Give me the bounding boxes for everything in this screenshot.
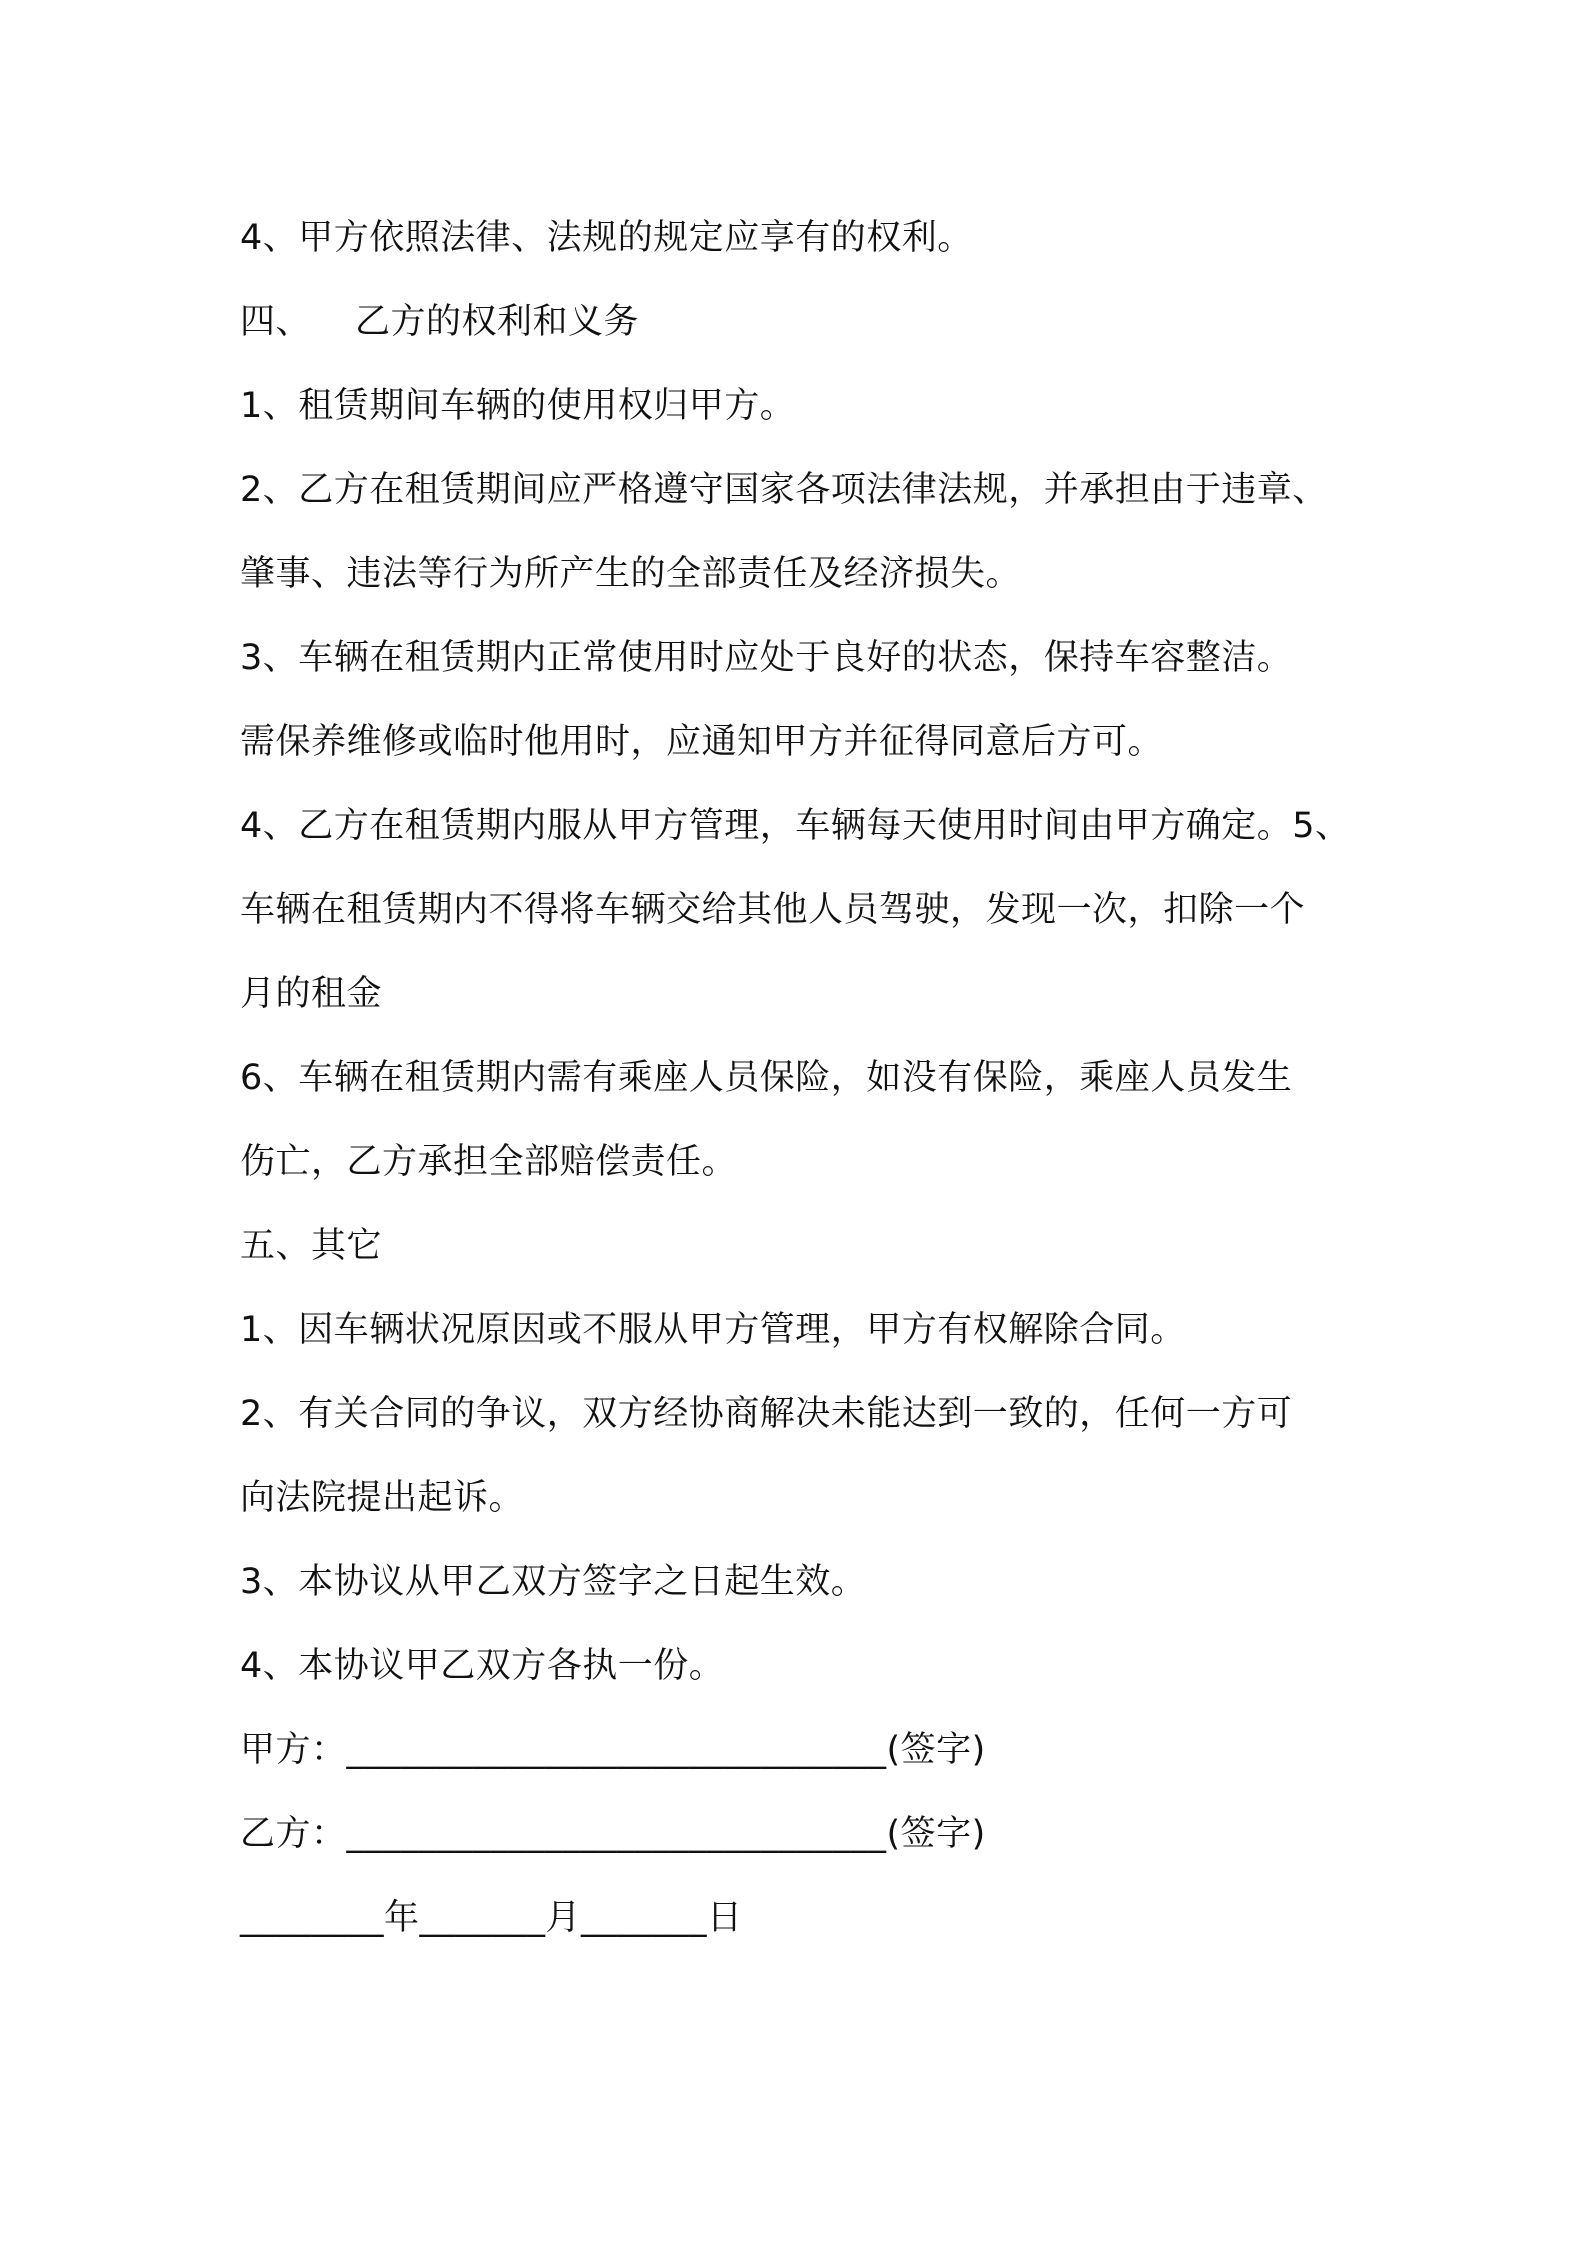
section-heading-other: 五、其它 (240, 1226, 383, 1266)
clause-party-b-2-line-2: 肇事、违法等行为所产生的全部责任及经济损失。 (240, 554, 1022, 594)
section-title: 乙方的权利和义务 (355, 302, 640, 342)
clause-party-b-5-line-1: 车辆在租赁期内不得将车辆交给其他人员驾驶，发现一次，扣除一个 (240, 890, 1306, 930)
clause-other-2-line-2: 向法院提出起诉。 (240, 1478, 525, 1518)
clause-other-3: 3、本协议从甲乙双方签字之日起生效。 (240, 1562, 867, 1602)
clause-other-1: 1、因车辆状况原因或不服从甲方管理，甲方有权解除合同。 (240, 1310, 1186, 1350)
contract-body (240, 196, 1390, 1960)
clause-party-b-3-line-2: 需保养维修或临时他用时，应通知甲方并征得同意后方可。 (240, 722, 1164, 762)
clause-other-4: 4、本协议甲乙双方各执一份。 (240, 1646, 725, 1686)
signature-party-a: 甲方：______________________________(签字) (240, 1730, 986, 1770)
clause-party-b-1: 1、租赁期间车辆的使用权归甲方。 (240, 386, 796, 426)
section-number: 四、 (240, 302, 312, 342)
clause-other-2-line-1: 2、有关合同的争议，双方经协商解决未能达到一致的，任何一方可 (240, 1394, 1293, 1434)
clause-party-b-6-line-2: 伤亡，乙方承担全部赔偿责任。 (240, 1142, 738, 1182)
signature-party-b: 乙方：______________________________(签字) (240, 1814, 986, 1854)
signature-date: ________年_______月_______日 (240, 1898, 743, 1938)
clause-party-b-6-line-1: 6、车辆在租赁期内需有乘座人员保险，如没有保险，乘座人员发生 (240, 1058, 1293, 1098)
clause-party-b-3-line-1: 3、车辆在租赁期内正常使用时应处于良好的状态，保持车容整洁。 (240, 638, 1293, 678)
clause-party-b-2-line-1: 2、乙方在租赁期间应严格遵守国家各项法律法规，并承担由于违章、 (240, 470, 1328, 510)
clause-party-b-4-line-1: 4、乙方在租赁期内服从甲方管理，车辆每天使用时间由甲方确定。5、 (240, 806, 1351, 846)
section-heading-party-b (240, 280, 1390, 364)
clause-party-a-rights-4: 4、甲方依照法律、法规的规定应享有的权利。 (240, 218, 973, 258)
clause-party-b-5-line-2: 月的租金 (240, 974, 383, 1014)
